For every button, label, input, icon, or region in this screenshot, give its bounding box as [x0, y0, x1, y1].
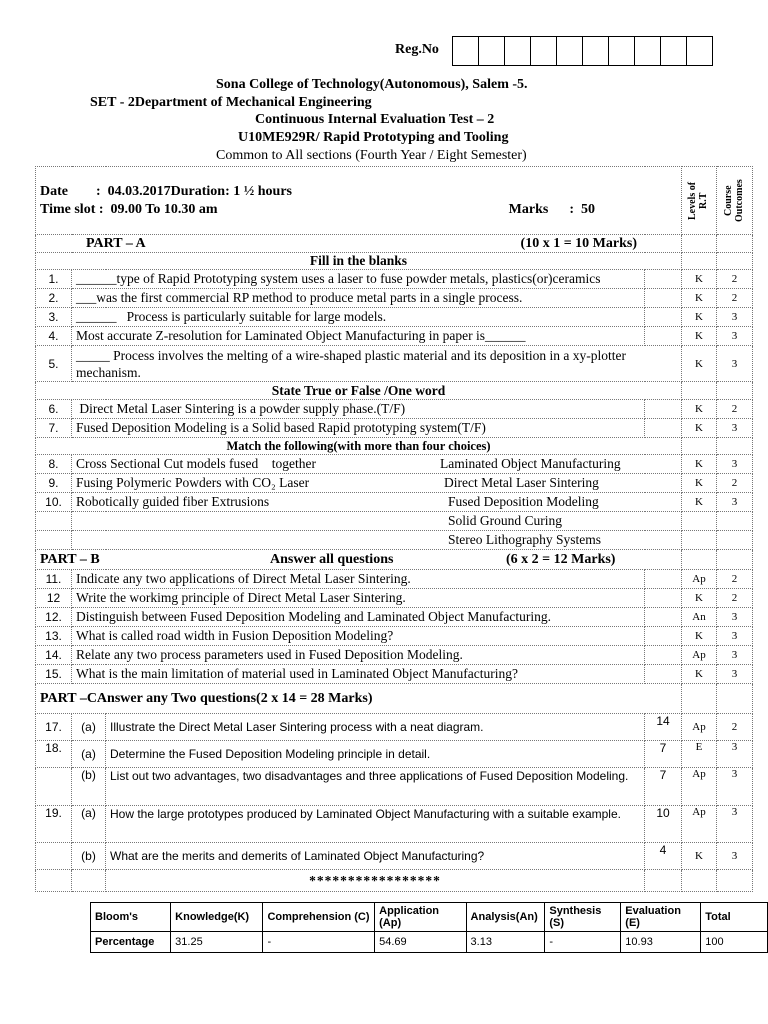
match-row [36, 455, 753, 474]
reg-no-box [530, 36, 557, 66]
part-c-questions-2-co-text: 3 [717, 768, 753, 806]
part-a-fill-1-no-text: 2. [36, 289, 72, 308]
bloom-headers-0-text: Bloom's [91, 903, 171, 932]
part-b-questions-4-co-text: 3 [717, 646, 753, 665]
part-a-match-1-co-text: 2 [717, 474, 753, 493]
part-b-subtitle: Answer all questions [270, 551, 394, 567]
part-a-match-1-no-text: 9. [36, 474, 72, 493]
blooms-header-row [91, 903, 768, 932]
part-a-match-4-right-text: Stereo Lithography Systems [448, 532, 601, 547]
match-title: Match the following(with more than four choices) [36, 438, 682, 455]
reg-no-box [452, 36, 479, 66]
part-a-match-2-no-text: 10. [36, 493, 72, 512]
part-a-marks: (10 x 1 = 10 Marks) [520, 235, 637, 251]
part-a-match-1-level-text: K [682, 474, 717, 493]
part-a-fill-2-text-text: ______ Process is particularly suitable for large models. [72, 308, 645, 327]
reg-no-label: Reg.No [395, 42, 439, 57]
part-a-match-2-right-text: Fused Deposition Modeling [448, 494, 599, 509]
part-c-questions-4-marks-text: 4 [645, 843, 682, 870]
part-a-fill-3-co-text: 3 [717, 327, 753, 346]
part-c-questions-4-co-text: 3 [717, 843, 753, 870]
bloom-headers-3-text: Application (Ap) [375, 903, 466, 932]
question-row [36, 589, 753, 608]
part-a-match-0-no-text: 8. [36, 455, 72, 474]
part-b-questions-3-text-text: What is called road width in Fusion Deposition Modeling? [72, 627, 645, 646]
part-a-fill-2-level-text: K [682, 308, 717, 327]
part-c-questions-3-no-text: 19. [36, 806, 72, 843]
info-row [36, 167, 753, 235]
part-a-match-0-co-text: 3 [717, 455, 753, 474]
part-b-questions-0-co-text: 2 [717, 570, 753, 589]
part-c-questions-3-co-text: 3 [717, 806, 753, 843]
part-b-questions-4-no-text: 14. [36, 646, 72, 665]
question-row [36, 346, 753, 382]
part-a-match-2-left-text: Robotically guided fiber Extrusions [76, 494, 270, 509]
common-line: Common to All sections (Fourth Year / Eight Semester) [216, 148, 527, 163]
part-b-questions-5-no-text: 15. [36, 665, 72, 684]
part-a-fill-1-text-text: ___was the first commercial RP method to produce metal parts in a single process. [72, 289, 645, 308]
blooms-table [90, 902, 768, 953]
part-a-header [36, 235, 753, 253]
part-b-questions-5-level-text: K [682, 665, 717, 684]
part-b-questions-2-co-text: 3 [717, 608, 753, 627]
part-a-tf-1-co-text: 3 [717, 419, 753, 438]
reg-no-box [660, 36, 687, 66]
part-c-questions-4-level-text: K [682, 843, 717, 870]
part-c-questions-3-marks-text: 10 [645, 806, 682, 843]
part-c-questions-1-sub-text: (a) [72, 741, 106, 768]
date-line: Date : 04.03.2017Duration: 1 ½ hours [40, 183, 292, 199]
part-b-questions-4-level-text: Ap [682, 646, 717, 665]
part-a-tf-1-level-text: K [682, 419, 717, 438]
college-name: Sona College of Technology(Autonomous), Salem -5. [216, 77, 528, 92]
part-c-questions-4-sub-text: (b) [72, 843, 106, 870]
part-a-fill-4-text-text: _____ Process involves the melting of a wire-shaped plastic material and its deposition in a xy-plotter mechanism. [72, 346, 682, 382]
bloom-values-7-text: 100 [701, 932, 768, 953]
part-a-fill-4-co-text: 3 [717, 346, 753, 382]
part-c-questions-2-text-text: List out two advantages, two disadvantages and three applications of Fused Deposition Modeling. [106, 768, 645, 806]
part-a-fill-0-no-text: 1. [36, 270, 72, 289]
timeslot-line: Time slot : 09.00 To 10.30 am [40, 201, 218, 217]
part-b-questions-5-text-text: What is the main limitation of material used in Laminated Object Manufacturing? [72, 665, 645, 684]
part-a-match-2-co-text: 3 [717, 493, 753, 512]
question-row [36, 400, 753, 419]
part-b-questions-0-no-text: 11. [36, 570, 72, 589]
part-a-fill-4-level-text: K [682, 346, 717, 382]
part-a-fill-2-no-text: 3. [36, 308, 72, 327]
part-a-fill-3-level-text: K [682, 327, 717, 346]
bloom-values-2-text: - [263, 932, 375, 953]
question-row [36, 308, 753, 327]
test-title: Continuous Internal Evaluation Test – 2 [255, 112, 495, 127]
question-row [36, 627, 753, 646]
part-c-questions-2-level-text: Ap [682, 768, 717, 806]
part-b-title: PART – B [40, 551, 100, 567]
part-a-tf-1-text-text: Fused Deposition Modeling is a Solid based Rapid prototyping system(T/F) [72, 419, 645, 438]
match-row [36, 493, 753, 512]
levels-header: Levels of R.T [687, 181, 709, 220]
question-row [36, 741, 753, 768]
part-c-questions-2-sub-text: (b) [72, 768, 106, 806]
part-a-tf-0-text-text: Direct Metal Laser Sintering is a powder supply phase.(T/F) [72, 400, 645, 419]
match-row [36, 474, 753, 493]
part-b-questions-3-no-text: 13. [36, 627, 72, 646]
part-c-questions-1-level-text: E [682, 741, 717, 768]
true-false-title: State True or False /One word [36, 382, 682, 400]
bloom-headers-7-text: Total [701, 903, 768, 932]
blooms-percentage-row [91, 932, 768, 953]
question-paper-table [35, 166, 753, 892]
outcomes-header: Course Outcomes [722, 179, 745, 222]
part-b-header [36, 550, 753, 570]
part-c-questions-1-marks-text: 7 [645, 741, 682, 768]
part-c-questions-4-text-text: What are the merits and demerits of Laminated Object Manufacturing? [106, 843, 645, 870]
part-a-tf-0-level-text: K [682, 400, 717, 419]
part-b-questions-0-text-text: Indicate any two applications of Direct Metal Laser Sintering. [72, 570, 645, 589]
part-a-tf-1-no-text: 7. [36, 419, 72, 438]
part-c-header [36, 684, 753, 714]
part-a-fill-2-co-text: 3 [717, 308, 753, 327]
part-b-questions-1-no-text: 12 [36, 589, 72, 608]
part-b-questions-5-co-text: 3 [717, 665, 753, 684]
part-a-fill-1-level-text: K [682, 289, 717, 308]
part-c-questions-0-sub-text: (a) [72, 714, 106, 741]
part-b-questions-1-text-text: Write the workimg principle of Direct Metal Laser Sintering. [72, 589, 645, 608]
part-a-match-0-level-text: K [682, 455, 717, 474]
match-row [36, 512, 753, 531]
part-c-questions-1-co-text: 3 [717, 741, 753, 768]
part-a-match-3-right-text: Solid Ground Curing [448, 513, 563, 528]
bloom-values-3-text: 54.69 [375, 932, 466, 953]
part-a-match-0-right-text: Laminated Object Manufacturing [440, 456, 621, 471]
question-row [36, 843, 753, 870]
question-row [36, 270, 753, 289]
marks-total: Marks : 50 [508, 201, 595, 217]
bloom-values-5-text: - [545, 932, 621, 953]
part-b-questions-1-co-text: 2 [717, 589, 753, 608]
part-c-questions-1-text-text: Determine the Fused Deposition Modeling principle in detail. [106, 741, 645, 768]
part-a-fill-0-co-text: 2 [717, 270, 753, 289]
end-stars: ***************** [106, 870, 645, 892]
part-c-questions-2-marks-text: 7 [645, 768, 682, 806]
part-c-questions-3-sub-text: (a) [72, 806, 106, 843]
part-a-match-2-level-text: K [682, 493, 717, 512]
question-row [36, 289, 753, 308]
reg-no-box [608, 36, 635, 66]
bloom-headers-2-text: Comprehension (C) [263, 903, 375, 932]
reg-no-box [478, 36, 505, 66]
part-b-questions-2-text-text: Distinguish between Fused Deposition Modeling and Laminated Object Manufacturing. [72, 608, 645, 627]
question-row [36, 768, 753, 806]
part-b-marks: (6 x 2 = 12 Marks) [506, 551, 616, 567]
part-a-tf-0-no-text: 6. [36, 400, 72, 419]
part-c-questions-1-no-text: 18. [36, 741, 72, 768]
part-c-questions-0-text-text: Illustrate the Direct Metal Laser Sintering process with a neat diagram. [106, 714, 645, 741]
fill-blanks-title: Fill in the blanks [36, 253, 682, 270]
question-row [36, 608, 753, 627]
part-a-fill-4-no-text: 5. [36, 346, 72, 382]
part-c-questions-0-marks-text: 14 [645, 714, 682, 741]
reg-no-box [556, 36, 583, 66]
reg-no-box [634, 36, 661, 66]
part-a-tf-0-co-text: 2 [717, 400, 753, 419]
match-row [36, 531, 753, 550]
part-a-match-0-left-text: Cross Sectional Cut models fused together [76, 456, 316, 471]
part-c-questions-0-co-text: 2 [717, 714, 753, 741]
part-a-fill-0-text-text: ______type of Rapid Prototyping system uses a laser to fuse powder metals, plastics(or)ceramics [72, 270, 645, 289]
part-a-match-1-left-text: Fusing Polymeric Powders with CO₂ Laser [76, 475, 310, 490]
question-row [36, 806, 753, 843]
part-b-questions-2-no-text: 12. [36, 608, 72, 627]
bloom-values-1-text: 31.25 [171, 932, 263, 953]
bloom-headers-4-text: Analysis(An) [466, 903, 545, 932]
part-b-questions-1-level-text: K [682, 589, 717, 608]
bloom-values-4-text: 3.13 [466, 932, 545, 953]
part-c-questions-0-no-text: 17. [36, 714, 72, 741]
part-a-fill-3-no-text: 4. [36, 327, 72, 346]
part-b-questions-4-text-text: Relate any two process parameters used in Fused Deposition Modeling. [72, 646, 645, 665]
part-a-match-1-right-text: Direct Metal Laser Sintering [444, 475, 599, 490]
part-a-title: PART – A [86, 235, 146, 251]
part-a-fill-0-level-text: K [682, 270, 717, 289]
bloom-headers-1-text: Knowledge(K) [171, 903, 263, 932]
reg-no-boxes [453, 36, 713, 66]
part-c-title: PART –CAnswer any Two questions(2 x 14 = 28 Marks) [36, 684, 682, 714]
part-b-questions-2-level-text: An [682, 608, 717, 627]
bloom-values-0-text: Percentage [91, 932, 171, 953]
part-a-fill-3-text-text: Most accurate Z-resolution for Laminated Object Manufacturing in paper is______ [72, 327, 645, 346]
question-row [36, 327, 753, 346]
part-c-questions-0-level-text: Ap [682, 714, 717, 741]
question-row [36, 646, 753, 665]
part-a-fill-1-co-text: 2 [717, 289, 753, 308]
question-row [36, 714, 753, 741]
part-b-questions-0-level-text: Ap [682, 570, 717, 589]
part-c-questions-3-text-text: How the large prototypes produced by Laminated Object Manufacturing with a suitable example. [106, 806, 645, 843]
question-row [36, 570, 753, 589]
bloom-values-6-text: 10.93 [621, 932, 701, 953]
part-b-questions-3-level-text: K [682, 627, 717, 646]
reg-no-box [504, 36, 531, 66]
part-c-questions-3-level-text: Ap [682, 806, 717, 843]
part-b-questions-3-co-text: 3 [717, 627, 753, 646]
bloom-headers-6-text: Evaluation (E) [621, 903, 701, 932]
set-department: SET - 2Department of Mechanical Engineering [90, 95, 372, 110]
reg-no-box [582, 36, 609, 66]
course-title: U10ME929R/ Rapid Prototyping and Tooling [238, 130, 509, 145]
question-row [36, 419, 753, 438]
reg-no-box [686, 36, 713, 66]
question-row [36, 665, 753, 684]
bloom-headers-5-text: Synthesis (S) [545, 903, 621, 932]
